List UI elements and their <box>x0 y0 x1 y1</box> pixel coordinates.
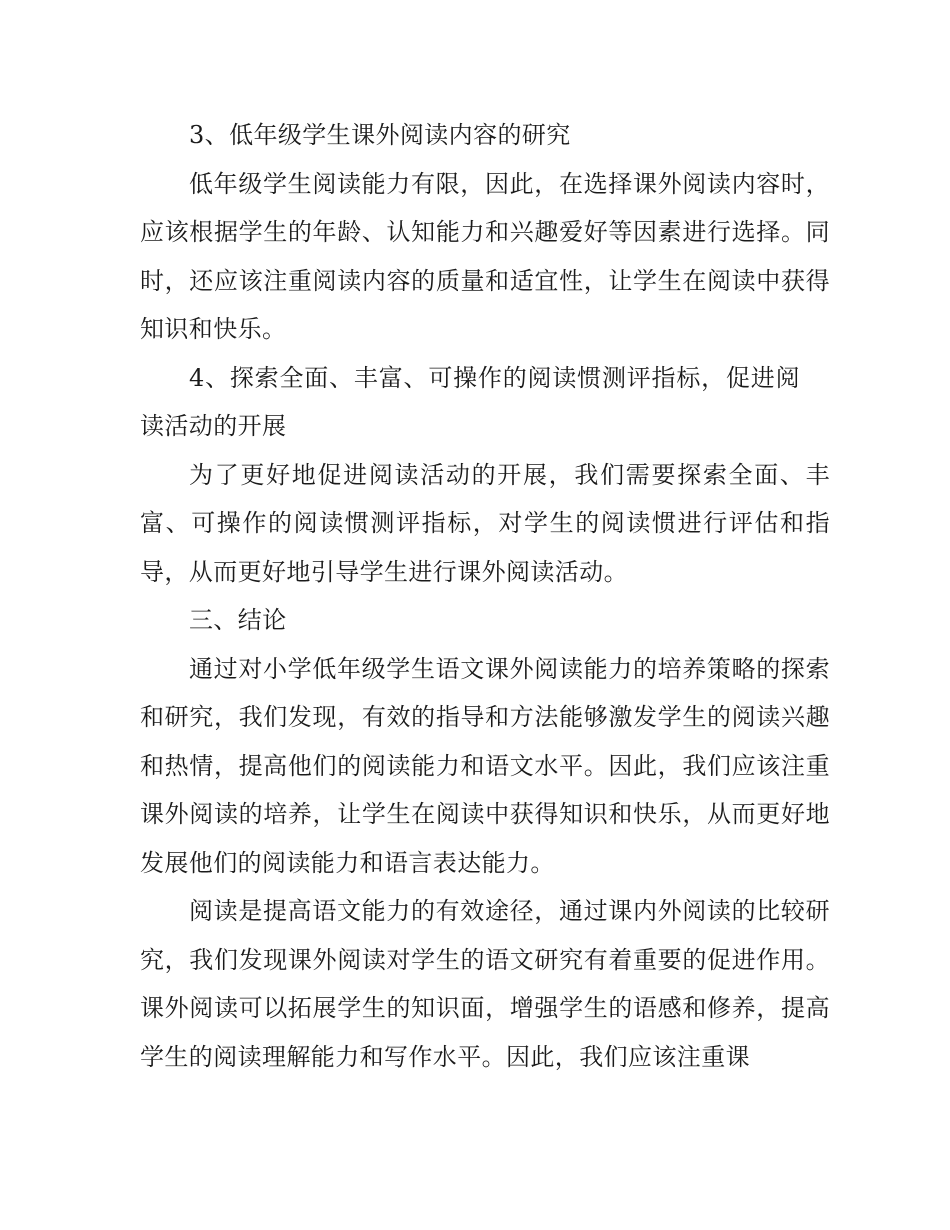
paragraph: 通过对小学低年级学生语文课外阅读能力的培养策略的探索和研究，我们发现，有效的指导和方法能够激发学生的阅读兴趣和热情，提高他们的阅读能力和语文水平。因此，我们应该注重课外阅读的培养，让学生在阅读中获得知识和快乐，从而更好地发展他们的阅读能力和语言表达能力。 <box>140 654 830 877</box>
section-heading-4: 4、探索全面、丰富、可操作的阅读惯测评指标，促进阅读活动的开展 <box>140 363 800 440</box>
section-heading-conclusion: 三、结论 <box>189 606 287 634</box>
document-body <box>140 111 830 1081</box>
paragraph: 为了更好地促进阅读活动的开展，我们需要探索全面、丰富、可操作的阅读惯测评指标，对学生的阅读惯进行评估和指导，从而更好地引导学生进行课外阅读活动。 <box>140 460 830 586</box>
section-heading-3: 3、低年级学生课外阅读内容的研究 <box>189 121 571 149</box>
paragraph: 阅读是提高语文能力的有效途径，通过课内外阅读的比较研究，我们发现课外阅读对学生的语文研究有着重要的促进作用。课外阅读可以拓展学生的知识面，增强学生的语感和修养，提高学生的阅读理解能力和写作水平。因此，我们应该注重课 <box>140 897 830 1071</box>
paragraph: 低年级学生阅读能力有限，因此，在选择课外阅读内容时，应该根据学生的年龄、认知能力和兴趣爱好等因素进行选择。同时，还应该注重阅读内容的质量和适宜性，让学生在阅读中获得知识和快乐。 <box>140 169 830 343</box>
